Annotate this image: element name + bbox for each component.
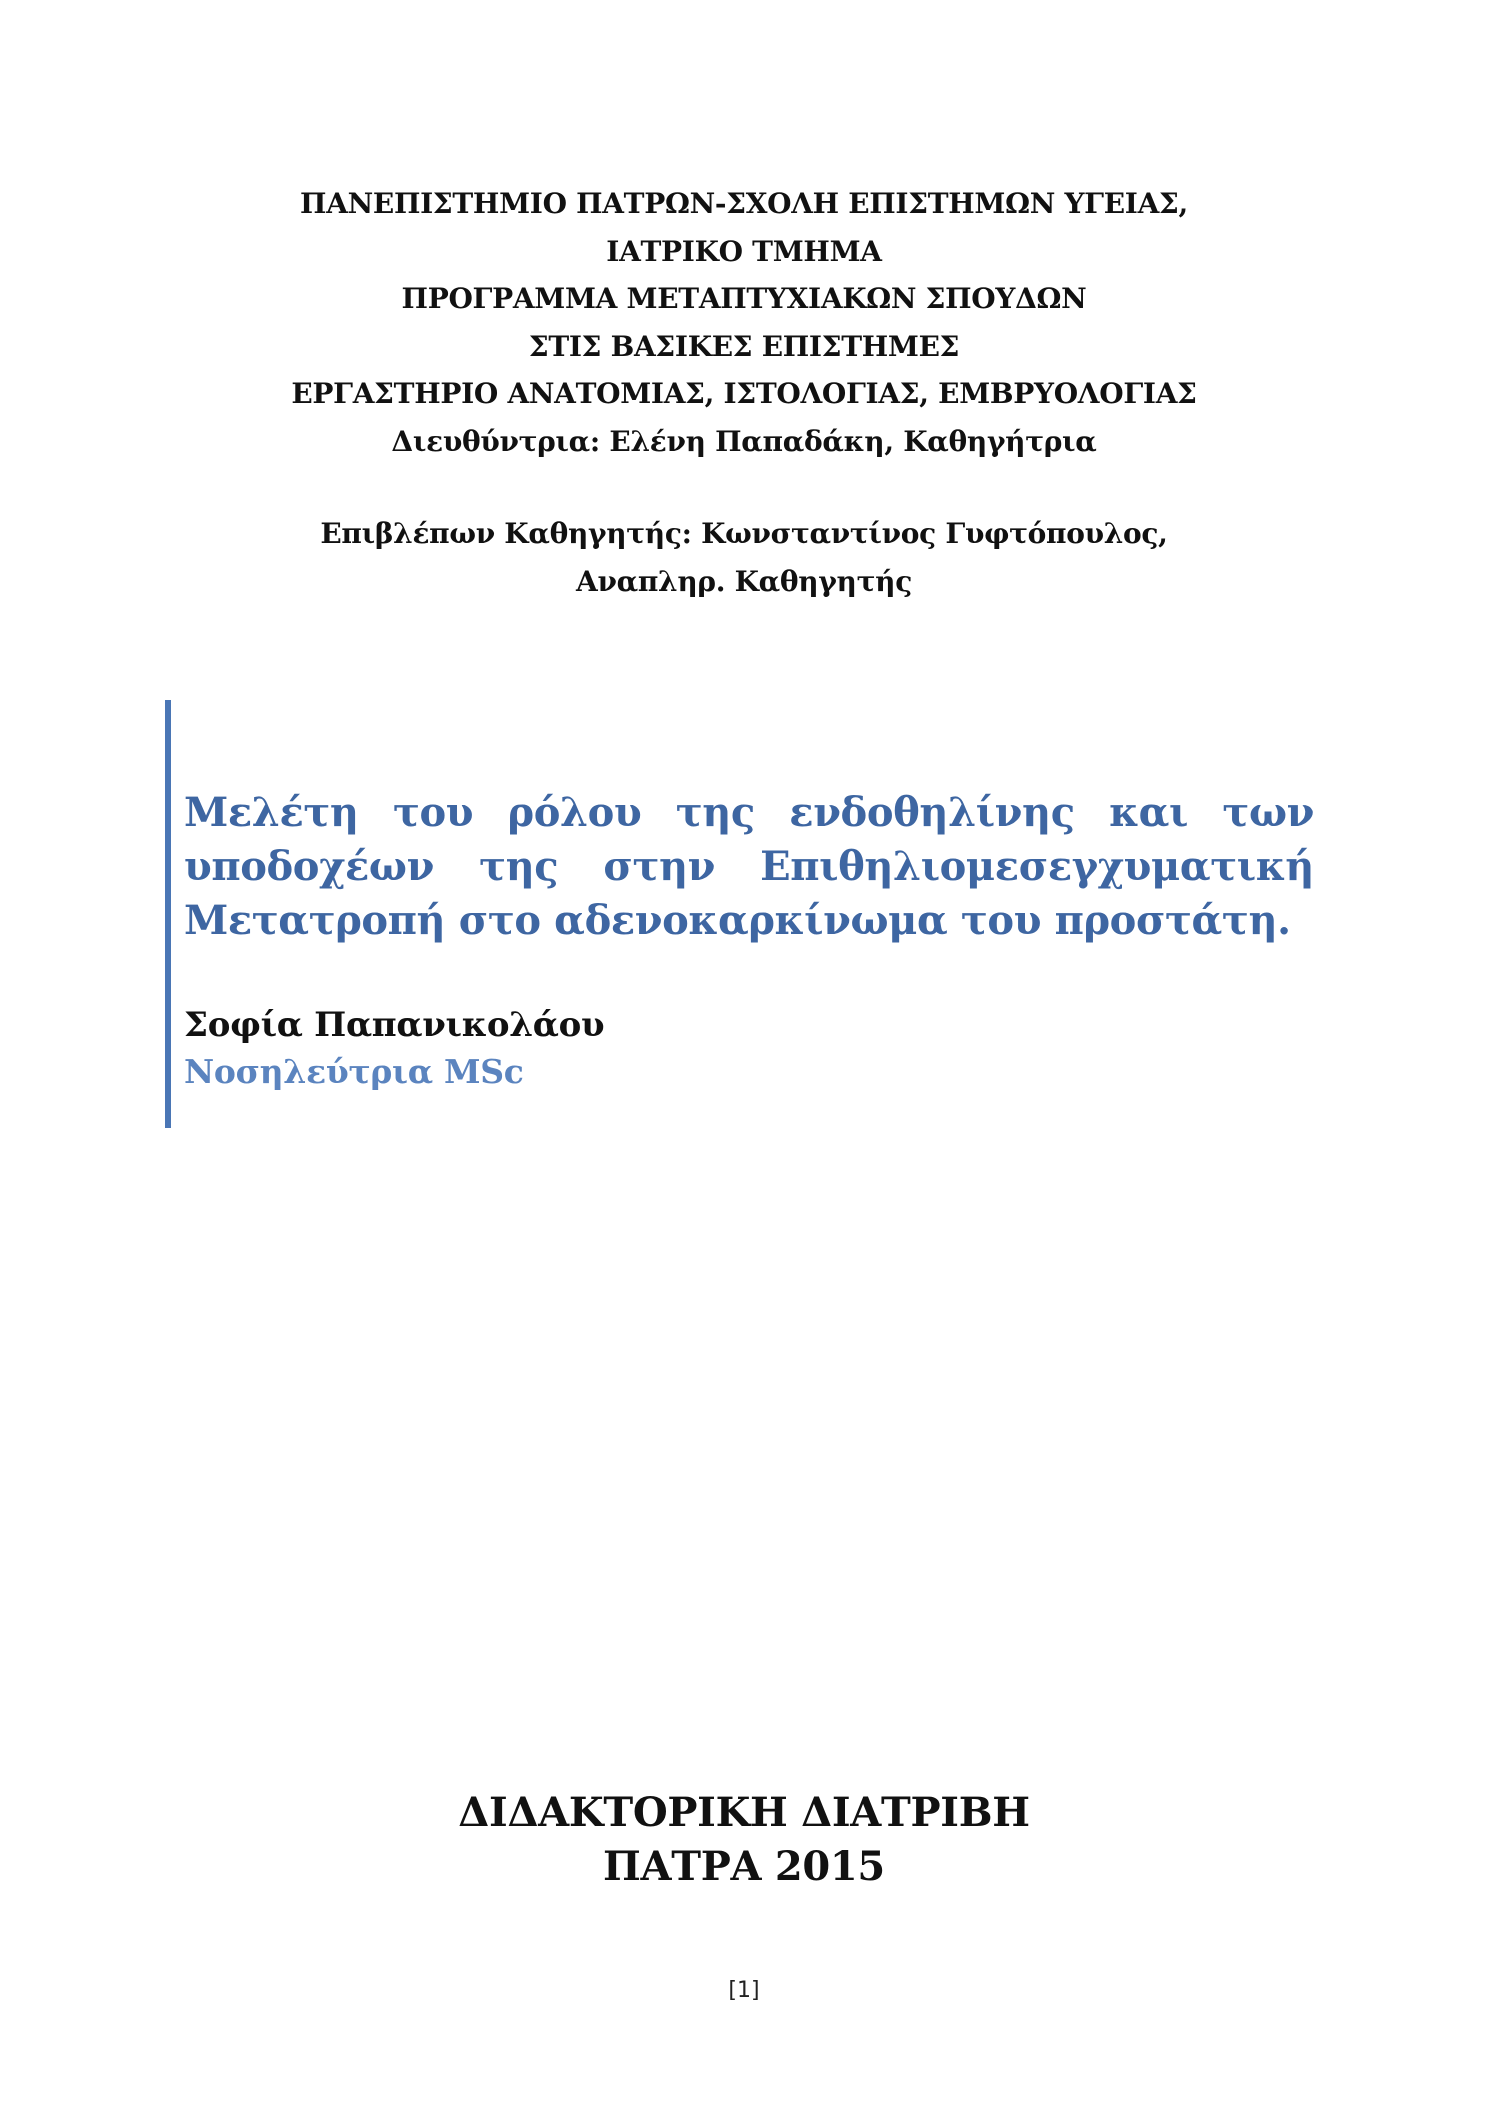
supervisor-name-line: Επιβλέπων Καθηγητής: Κωνσταντίνος Γυφτόπουλος, bbox=[320, 517, 1168, 550]
author-role: Νοσηλεύτρια MSc bbox=[184, 1052, 524, 1091]
page-number: [1] bbox=[728, 1978, 760, 2003]
place-year: ΠΑΤΡΑ 2015 bbox=[603, 1843, 885, 1890]
thesis-footer bbox=[0, 1786, 1488, 1894]
degree-type: ΔΙΔΑΚΤΟΡΙΚΗ ΔΙΑΤΡΙΒΗ bbox=[458, 1789, 1030, 1836]
header-program-line: ΠΡΟΓΡΑΜΜΑ ΜΕΤΑΠΤΥΧΙΑΚΩΝ ΣΠΟΥΔΩΝ bbox=[401, 282, 1087, 315]
thesis-title-panel bbox=[165, 700, 1321, 1128]
header-department-line: ΙΑΤΡΙΚΟ ΤΜΗΜΑ bbox=[606, 234, 882, 268]
header-director-line: Διευθύντρια: Ελένη Παπαδάκη, Καθηγήτρια bbox=[391, 424, 1097, 458]
header-university-line: ΠΑΝΕΠΙΣΤΗΜΙΟ ΠΑΤΡΩΝ-ΣΧΟΛΗ ΕΠΙΣΤΗΜΩΝ ΥΓΕΙΑΣ, bbox=[300, 187, 1188, 220]
header-laboratory-line: ΕΡΓΑΣΤΗΡΙΟ ΑΝΑΤΟΜΙΑΣ, ΙΣΤΟΛΟΓΙΑΣ, ΕΜΒΡΥΟΛΟΓΙΑΣ bbox=[291, 377, 1197, 410]
supervisor-rank-line: Αναπληρ. Καθηγητής bbox=[576, 565, 912, 598]
header-program-field-line: ΣΤΙΣ ΒΑΣΙΚΕΣ ΕΠΙΣΤΗΜΕΣ bbox=[528, 329, 960, 363]
institution-header bbox=[0, 180, 1488, 465]
supervisor-info bbox=[0, 510, 1488, 606]
author-name: Σοφία Παπανικολάου bbox=[184, 1005, 605, 1045]
thesis-title: Μελέτη του ρόλου της ενδοθηλίνης και των υποδοχέων της στην Επιθηλιομεσεγχυματική Μετατροπή στο αδενοκαρκίνωμα του προστάτη. bbox=[184, 789, 1314, 944]
